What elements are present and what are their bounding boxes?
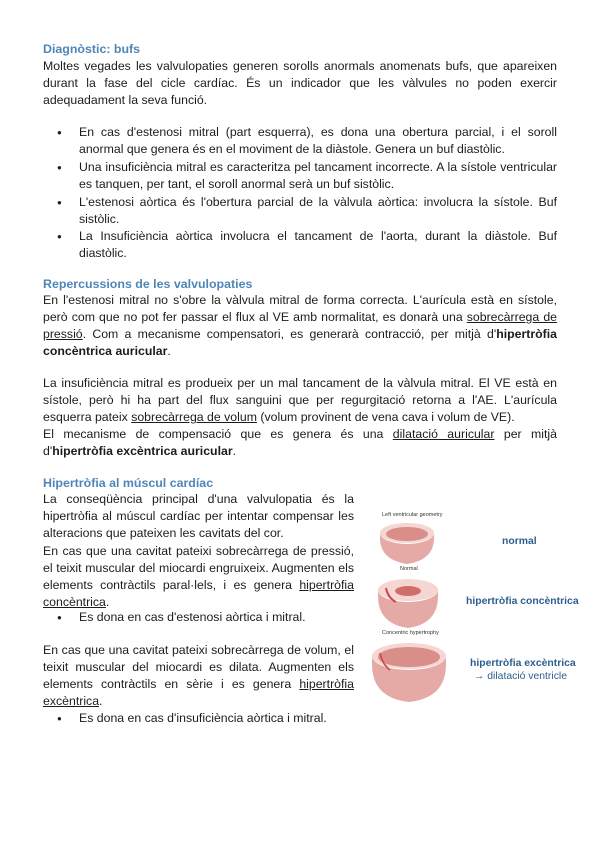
section-title-hipertrofia: Hipertròfia al múscul cardíac xyxy=(43,476,214,490)
paragraph-hipertrofia-1: La conseqüència principal d'una valvulopatia és la hipertròfia al múscul cardíac per intentar compensar les alteracions que pateixen les cavitats del cor. xyxy=(43,492,354,541)
eccentric-hypertrophy-icon xyxy=(372,643,446,702)
list-item: ● Es dona en cas d'estenosi aòrtica i mitral. xyxy=(57,609,354,626)
paragraph-repercussions-1: En l'estenosi mitral no s'obre la vàlvula mitral de forma correcta. L'aurícula està en sístole, però com que no pot fer passar el flux al VE amb normalitat, es donarà una sobrecàrrega de pressió. Com a mecanisme compensatori, es generarà contracció, per mitjà d'hipertròfia concèntrica auricular. xyxy=(43,293,557,359)
label-eccentric-sub: → dilatació ventricle xyxy=(474,671,567,682)
figure-caption-normal: Normal xyxy=(400,566,418,572)
list-item: ● Es dona en cas d'insuficiència aòrtica i mitral. xyxy=(57,710,354,727)
paragraph-hipertrofia-3: En cas que una cavitat pateixi sobrecàrrega de volum, el teixit muscular del miocardi es dilata. Augmenten els elements contràctils en sèrie i es genera hipertròfia excèntrica. xyxy=(43,643,354,709)
label-normal: normal xyxy=(502,536,537,547)
section-title-bufs: Diagnòstic: bufs xyxy=(43,42,141,56)
list-item: ● La Insuficiència aòrtica involucra el tancament de l'aorta, durant la diàstole. Buf diastòlic. xyxy=(57,229,557,261)
bullet-icon: ● xyxy=(57,714,62,723)
concentric-hypertrophy-icon xyxy=(378,579,438,628)
list-item: ● En cas d'estenosi mitral (part esquerra), es dona una obertura parcial, i el soroll anormal que genera és en el moviment de la diàstole. Genera un buf diastòlic. xyxy=(57,125,557,157)
label-eccentric: hipertròfia excèntrica xyxy=(470,658,576,669)
normal-ventricle-icon xyxy=(380,523,434,564)
bullet-icon: ● xyxy=(57,197,62,207)
bullet-list-concentric xyxy=(57,609,354,626)
list-item: ● Una insuficiència mitral es caracteritza pel tancament incorrecte. A la sístole ventricular es tanquen, per tant, el soroll anormal serà un buf sistòlic. xyxy=(57,159,557,191)
bullet-icon: ● xyxy=(57,162,62,172)
list-item: ● L'estenosi aòrtica és l'obertura parcial de la vàlvula aòrtica: involucra la sístole. Buf sistòlic. xyxy=(57,194,557,226)
bullet-icon: ● xyxy=(57,128,62,137)
paragraph-repercussions-2: La insuficiència mitral es produeix per un mal tancament de la vàlvula mitral. El VE està en sístole, però hi ha part del flux sanguini que per regurgitació retorna a l'AE. L'aurícula esquerra pateix sobrecàrrega de volum (volum provinent de vena cava i volum de VE). xyxy=(43,376,557,425)
ventricle-geometry-figure xyxy=(366,508,579,708)
figure-caption-concentric: Concentric hypertrophy xyxy=(382,630,439,636)
bullet-list-bufs xyxy=(57,124,557,263)
paragraph-bufs: Moltes vegades les valvulopaties generen sorolls anormals anomenats bufs, que apareixen durant la fase del cicle cardíac. És un indicador que les vàlvules no poden exercir adequadament la seva funció. xyxy=(43,59,557,108)
paragraph-repercussions-3: El mecanisme de compensació que es genera és una dilatació auricular per mitjà d'hipertròfia excèntrica auricular. xyxy=(43,427,557,459)
label-concentric: hipertròfia concèntrica xyxy=(466,596,579,607)
bullet-icon: ● xyxy=(57,232,62,242)
section-title-repercussions: Repercussions de les valvulopaties xyxy=(43,277,253,291)
bullet-list-eccentric xyxy=(57,710,354,727)
figure-caption-top: Left ventricular geometry xyxy=(382,512,443,518)
paragraph-hipertrofia-2: En cas que una cavitat pateixi sobrecàrrega de pressió, el teixit muscular del miocardi engruixeix. Augmenten els elements contràctils paral·lels, i es genera hipertròfia concèntrica. xyxy=(43,544,354,610)
bullet-icon: ● xyxy=(57,613,62,622)
